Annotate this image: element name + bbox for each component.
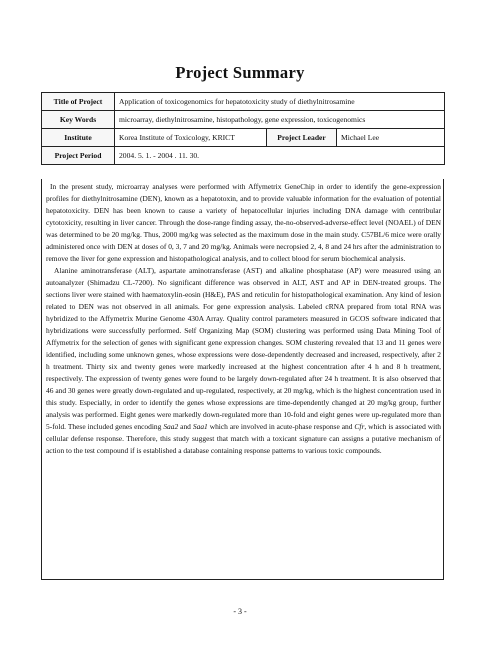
institute-value: Korea Institute of Toxicology, KRICT [115,129,267,147]
keywords-row [42,111,445,129]
summary-p2-part1: Alanine aminotransferase (ALT), aspartate aminotransferase (AST) and alkaline phosphatase (AP) were measured using an autoanalyzer (Shimadzu CL-7200). No significant difference was observed in ALT, AST and AP in DEN-treated groups. The sections liver were stained with haematoxylin-eosin (H&E), PAS and reticulin for histopathological examination. Any kind of lesion related to DEN was not observed in all animals. For gene expression analysis. Labeled cRNA prepared from total RNA was hybridized to the Affymetrix Murine Genome 430A Array. Quality control parameters measured in GCOS software indicated that hybridizations were successfully performed. Self Organizing Map (SOM) clustering was performed using Data Mining Tool of Affymetrix for the selection of genes with significant gene expression changes. SOM clustering revealed that 13 and 11 genes were identified, including some unknown genes, whose expressions were dose-dependently decreased and increased, respectively, after 2 h treatment. Thirty six and twenty genes were markedly increased at the highest concentration after 4 h and 8 h treatment, respectively. The expression of twenty genes were found to be largely down-regulated after 24 h treatment. It is also observed that 46 and 30 genes were greatly down-regulated and up-regulated, respectively, at 20 mg/kg, which is the highest concentration used in this study. Especially, in order to identify the genes whose expressions are time-dependently changed at 20 mg/kg group, further analysis was performed. Eight genes were markedly down-regulated more than 10-fold and eight genes were up-regulated more than 5-fold. These included genes encoding [46,266,441,432]
summary-paragraph-2 [46,265,441,457]
title-row [42,93,445,111]
project-info-table [41,92,445,165]
title-of-project-value: Application of toxicogenomics for hepatotoxicity study of diethylnitrosamine [115,93,445,111]
project-leader-label: Project Leader [267,129,337,147]
key-words-label: Key Words [42,111,115,129]
key-words-value: microarray, diethylnitrosamine, histopathology, gene expression, toxicogenomics [115,111,445,129]
summary-box [41,179,444,580]
project-period-value: 2004. 5. 1. - 2004 . 11. 30. [115,147,445,165]
page-number: - 3 - [233,607,247,616]
page-title: Project Summary [175,63,305,82]
institute-row [42,129,445,147]
summary-paragraph-1: In the present study, microarray analyses were performed with Affymetrix GeneChip in order to identify the gene-expression profiles for diethylnitrosamine (DEN), known as a hepatotoxin, and to provide valuable information for the evaluation of potential hepatotoxicity. DEN has been known to cause a variety of hepatocellular injuries including DNA damage with centribular cytotoxicity, resulting in liver cancer. Through the dose-range finding assay, the-no-observed-adverse-effect level (NOAEL) of DEN was determined to be 20 mg/kg. Thus, 2000 mg/kg was selected as the maximum dose in the main study. C57BL/6 mice were orally administered once with DEN at doses of 0, 3, 7 and 20 mg/kg. Animals were necropsied 2, 4, 8 and 24 hrs after the administration to remove the liver for gene expression and histopathological analysis, and to collect blood for serum biochemical analysis. [46,182,441,264]
gene-saa2: Saa2 [163,422,179,432]
project-leader-value: Michael Lee [337,129,445,147]
project-period-label: Project Period [42,147,115,165]
title-of-project-label: Title of Project [42,93,115,111]
institute-label: Institute [42,129,115,147]
gene-saa1: Saa1 [192,422,208,432]
gene-cfr: Cfr [354,422,365,432]
summary-p2-conjunction: and [178,422,193,432]
summary-p2-part2: which are involved in acute-phase response and [207,422,355,432]
summary-text [46,181,441,457]
summary-p2-part3: , which is associated with cellular defense response. Therefore, this study suggest that match with a toxicant signature can assigns a putative mechanism of action to the test compound if is established a database containing response patterns to various toxic compounds. [46,422,441,456]
period-row [42,147,445,165]
